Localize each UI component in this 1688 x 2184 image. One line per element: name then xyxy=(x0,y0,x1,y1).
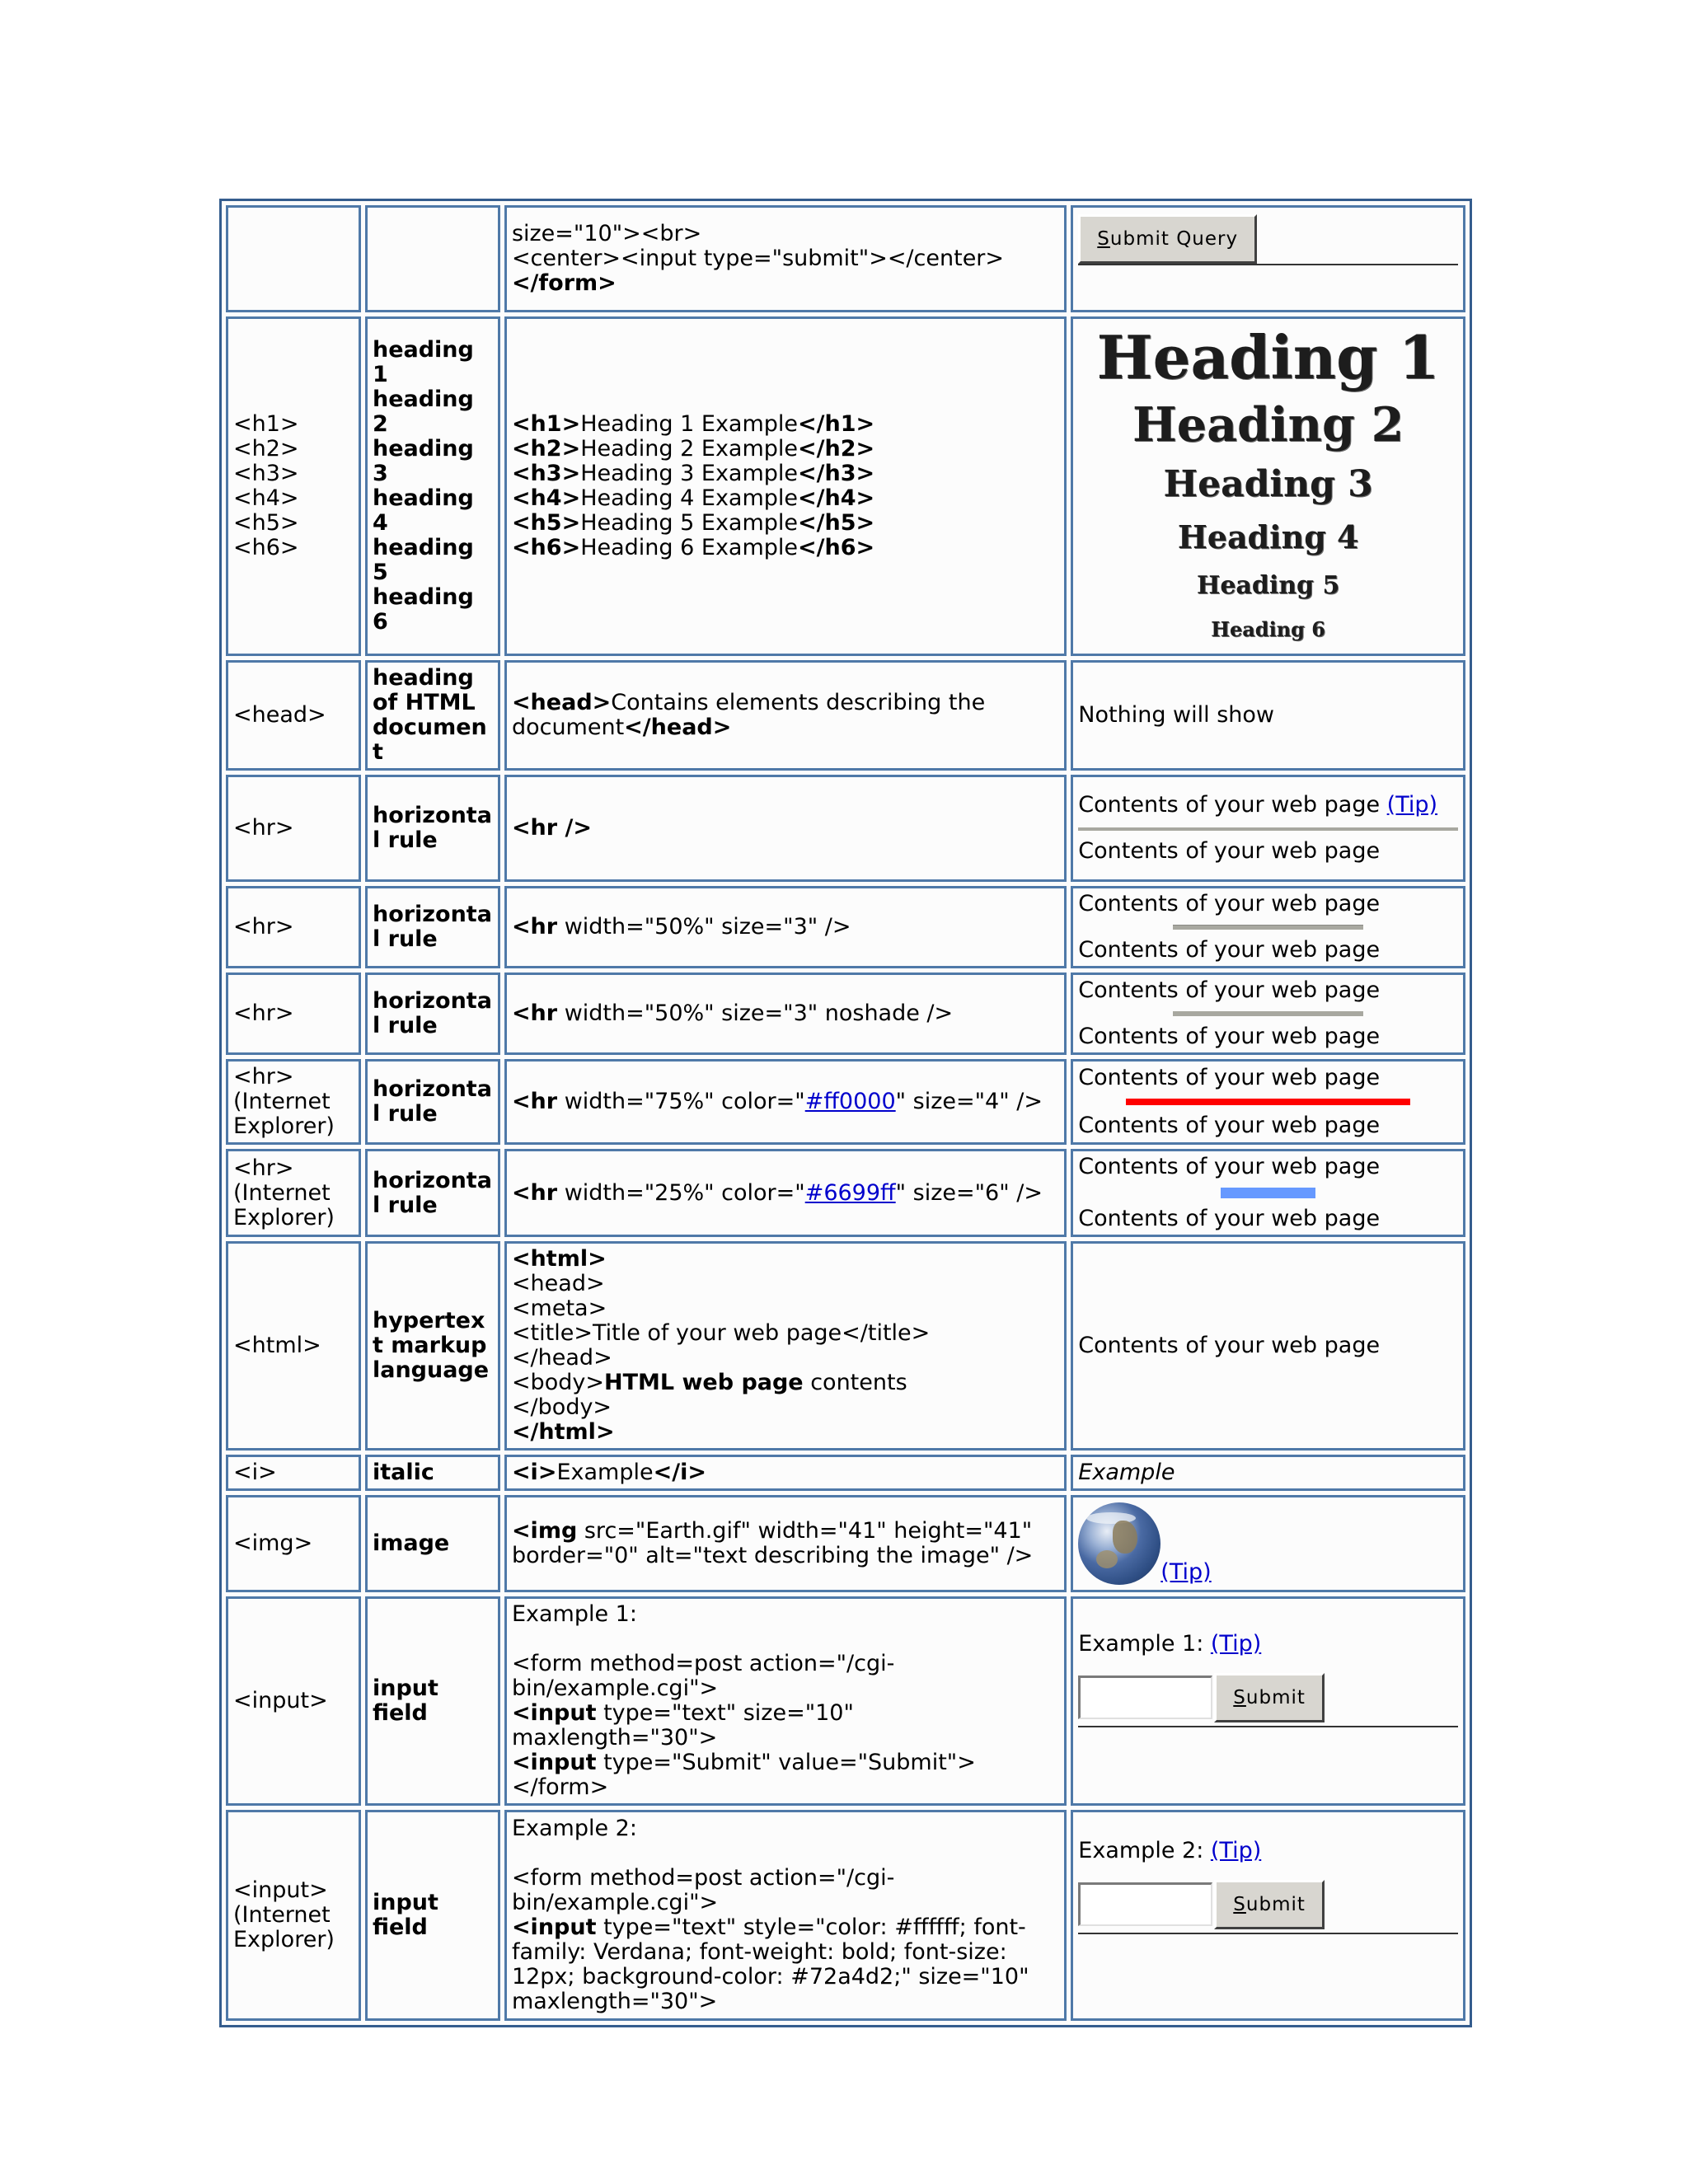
table-row xyxy=(226,775,1465,882)
code-cell: <hr width="50%" size="3" /> xyxy=(504,886,1067,968)
code-line: <center><input type="submit"></center> xyxy=(511,246,1005,271)
name-cell: horizontal rule xyxy=(365,886,500,968)
table-row xyxy=(226,972,1465,1055)
code-line: <h5>Heading 5 Example</h5> xyxy=(511,510,875,536)
tag-cell: <h1> <h2> <h3> <h4> <h5> <h6> xyxy=(226,316,361,656)
preview-form xyxy=(1078,209,1458,265)
code-close-tag: </form> xyxy=(511,270,617,296)
preview-cell: Example 2: (Tip) Submit xyxy=(1071,1810,1465,2021)
preview-cell: Nothing will show xyxy=(1071,660,1465,771)
name-cell: heading 1 heading 2 heading 3 heading 4 heading 5 heading 6 xyxy=(365,316,500,656)
table-row xyxy=(226,660,1465,771)
preview-cell: Contents of your web page Contents of your web page xyxy=(1071,1149,1465,1237)
name-cell: input field xyxy=(365,1596,500,1806)
code-cell: <hr width="75%" color="#ff0000" size="4" /> xyxy=(504,1059,1067,1145)
tip-link[interactable]: (Tip) xyxy=(1210,1631,1262,1657)
preview-cell xyxy=(1071,205,1465,312)
heading-5-preview: Heading 5 xyxy=(1196,571,1340,600)
tag-cell: <input> (Internet Explorer) xyxy=(226,1810,361,2021)
horizontal-rule xyxy=(1126,1099,1411,1105)
heading-previews xyxy=(1078,322,1458,650)
code-cell: <html> <head> <meta> <title>Title of your web page</title> </head> <body>HTML web page contents </body> </html> xyxy=(504,1241,1067,1451)
code-line: <h2>Heading 2 Example</h2> xyxy=(511,436,875,462)
name-cell: horizontal rule xyxy=(365,1059,500,1145)
submit-query-button[interactable]: Submit Query xyxy=(1078,214,1257,264)
preview-cell: Example 1: (Tip) Submit xyxy=(1071,1596,1465,1806)
html-tag-reference-table xyxy=(219,199,1472,2027)
heading-1-preview: Heading 1 xyxy=(1096,322,1440,392)
tag-cell: <head> xyxy=(226,660,361,771)
code-line: <h6>Heading 6 Example</h6> xyxy=(511,535,875,560)
code-cell xyxy=(504,205,1067,312)
table-row xyxy=(226,1059,1465,1145)
preview-form xyxy=(1078,1875,1458,1934)
code-cell: <i>Example</i> xyxy=(504,1455,1067,1491)
heading-4-preview: Heading 4 xyxy=(1177,518,1359,555)
horizontal-rule xyxy=(1221,1188,1315,1198)
tag-cell: <hr> (Internet Explorer) xyxy=(226,1149,361,1237)
code-line: <h1>Heading 1 Example</h1> xyxy=(511,411,875,437)
heading-2-preview: Heading 2 xyxy=(1132,397,1404,452)
tag-cell xyxy=(226,205,361,312)
table-row xyxy=(226,1149,1465,1237)
table-row xyxy=(226,1241,1465,1451)
preview-cell: Example xyxy=(1071,1455,1465,1491)
preview-form xyxy=(1078,1668,1458,1727)
code-cell: <hr width="50%" size="3" noshade /> xyxy=(504,972,1067,1055)
code-cell xyxy=(504,316,1067,656)
code-line: <h3>Heading 3 Example</h3> xyxy=(511,461,875,486)
text-input[interactable] xyxy=(1078,1882,1212,1926)
code-cell: <head>Contains elements describing the document</head> xyxy=(504,660,1067,771)
table-row xyxy=(226,316,1465,656)
text-input[interactable] xyxy=(1078,1675,1212,1719)
heading-6-preview: Heading 6 xyxy=(1211,617,1325,641)
tag-cell: <img> xyxy=(226,1495,361,1592)
name-cell: image xyxy=(365,1495,500,1592)
tag-cell: <input> xyxy=(226,1596,361,1806)
preview-cell xyxy=(1071,1495,1465,1592)
preview-cell: Contents of your web page Contents of your web page xyxy=(1071,1059,1465,1145)
tag-cell: <hr> xyxy=(226,886,361,968)
tip-link[interactable]: (Tip) xyxy=(1386,792,1438,818)
name-cell: horizontal rule xyxy=(365,972,500,1055)
name-cell: italic xyxy=(365,1455,500,1491)
table-row xyxy=(226,205,1465,312)
tag-cell: <i> xyxy=(226,1455,361,1491)
horizontal-rule xyxy=(1173,925,1362,930)
table-row xyxy=(226,1455,1465,1491)
preview-cell: Contents of your web page Contents of your web page xyxy=(1071,972,1465,1055)
tip-link[interactable]: (Tip) xyxy=(1210,1838,1262,1863)
preview-cell: Contents of your web page Contents of your web page xyxy=(1071,886,1465,968)
earth-globe-image xyxy=(1078,1502,1160,1585)
code-cell: Example 2: <form method=post action="/cgi-bin/example.cgi"> <input type="text" style="color: #ffffff; font-family: Verdana; font-weight: bold; font-size: 12px; background-color: #72a4d2;" size="10" maxlength="30"> xyxy=(504,1810,1067,2021)
tag-cell: <hr> xyxy=(226,775,361,882)
name-cell: input field xyxy=(365,1810,500,2021)
code-line: size="10"><br> xyxy=(511,221,702,246)
submit-button[interactable]: Submit xyxy=(1214,1673,1325,1722)
tag-cell: <hr> xyxy=(226,972,361,1055)
table-row xyxy=(226,1596,1465,1806)
preview-cell xyxy=(1071,316,1465,656)
table-row xyxy=(226,886,1465,968)
preview-cell: Contents of your web page (Tip) Contents of your web page xyxy=(1071,775,1465,882)
horizontal-rule xyxy=(1078,827,1458,831)
horizontal-rule xyxy=(1173,1011,1362,1016)
preview-cell: Contents of your web page xyxy=(1071,1241,1465,1451)
code-cell: Example 1: <form method=post action="/cgi-bin/example.cgi"> <input type="text" size="10" maxlength="30"> <input type="Submit" value="Submit"> </form> xyxy=(504,1596,1067,1806)
table-row xyxy=(226,1810,1465,2021)
name-cell: heading of HTML document xyxy=(365,660,500,771)
tag-cell: <html> xyxy=(226,1241,361,1451)
tip-link[interactable]: (Tip) xyxy=(1160,1559,1212,1585)
code-cell: <hr /> xyxy=(504,775,1067,882)
name-cell: hypertext markup language xyxy=(365,1241,500,1451)
tag-cell: <hr> (Internet Explorer) xyxy=(226,1059,361,1145)
code-cell: <img src="Earth.gif" width="41" height="41" border="0" alt="text describing the image" /> xyxy=(504,1495,1067,1592)
name-cell: horizontal rule xyxy=(365,775,500,882)
code-cell: <hr width="25%" color="#6699ff" size="6" /> xyxy=(504,1149,1067,1237)
name-cell: horizontal rule xyxy=(365,1149,500,1237)
color-link[interactable]: #6699ff xyxy=(804,1179,896,1206)
code-line: <h4>Heading 4 Example</h4> xyxy=(511,485,875,511)
color-link[interactable]: #ff0000 xyxy=(804,1089,896,1114)
table-row xyxy=(226,1495,1465,1592)
name-cell xyxy=(365,205,500,312)
submit-button[interactable]: Submit xyxy=(1214,1880,1325,1929)
heading-3-preview: Heading 3 xyxy=(1163,463,1373,505)
